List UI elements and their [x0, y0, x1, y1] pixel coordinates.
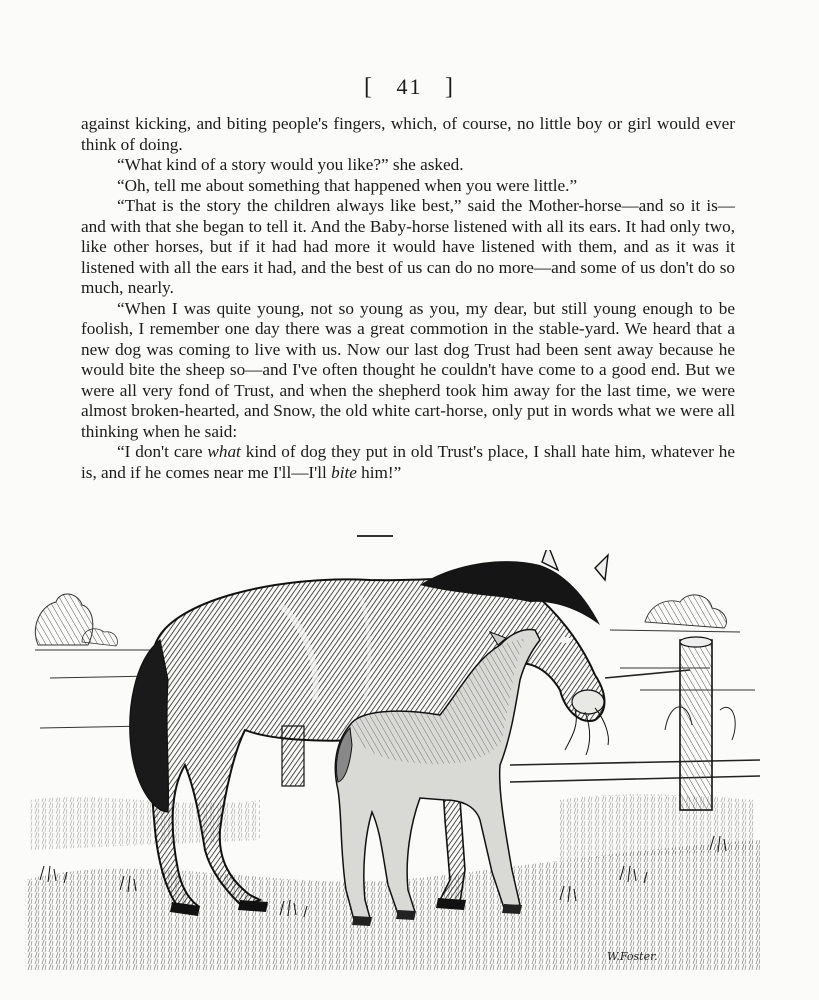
section-rule	[357, 535, 393, 537]
horse-and-foal-illustration	[20, 550, 780, 970]
paragraph-6-part-c: him!”	[356, 462, 402, 482]
paragraph-6-part-a: “I don't care	[117, 442, 208, 461]
paragraph-3: “Oh, tell me about something that happened when you were little.”	[117, 175, 578, 195]
paragraph-2: “What kind of a story would you like?” she asked.	[117, 155, 464, 174]
paragraph-5: “When I was quite young, not so young as you, my dear, but still young enough to be foolish, I remember one day there was a great commotion in the stable-yard. We heard that a new dog was coming to live with us. Now our last dog Trust had been sent away because he would bite the sheep so—and I've often thought he couldn't have come to a good end. But we were all very fond of Trust, and when the shepherd took him away for the last time, we were almost broken-hearted, and Snow, the old white cart-horse, only put in words what we were all thinking when he said:	[81, 298, 735, 441]
paragraph-1: against kicking, and biting people's fingers, which, of course, no little boy or girl would ever think of doing.	[81, 114, 735, 154]
bracket-right: ]	[445, 74, 455, 100]
paragraph-6-part-b: kind of dog they put in old Trust's place, I shall hate him, whatever he is, and if he comes near me I'll—I'll	[81, 442, 735, 482]
paragraph-6	[81, 442, 735, 483]
paragraph-4: “That is the story the children always like best,” said the Mother-horse—and so it is—and with that she began to tell it. And the Baby-horse listened with all its ears. It had only two, like other horses, but if it had had more it would have listened with them, and as it was it listened with all the ears it had, and the best of us can do no more—and some of us don't do so much, nearly.	[81, 196, 735, 297]
artist-signature: W.Foster.	[607, 950, 658, 963]
emphasis-bite: bite	[331, 462, 357, 482]
bracket-left: [	[364, 74, 374, 100]
page-number	[0, 74, 819, 101]
trees-right	[645, 595, 727, 628]
emphasis-what: what	[207, 442, 241, 461]
page-number-value: 41	[396, 74, 423, 99]
fence-post	[665, 637, 735, 810]
fence	[510, 670, 760, 782]
trees-left	[35, 594, 117, 646]
body-text	[81, 114, 735, 483]
